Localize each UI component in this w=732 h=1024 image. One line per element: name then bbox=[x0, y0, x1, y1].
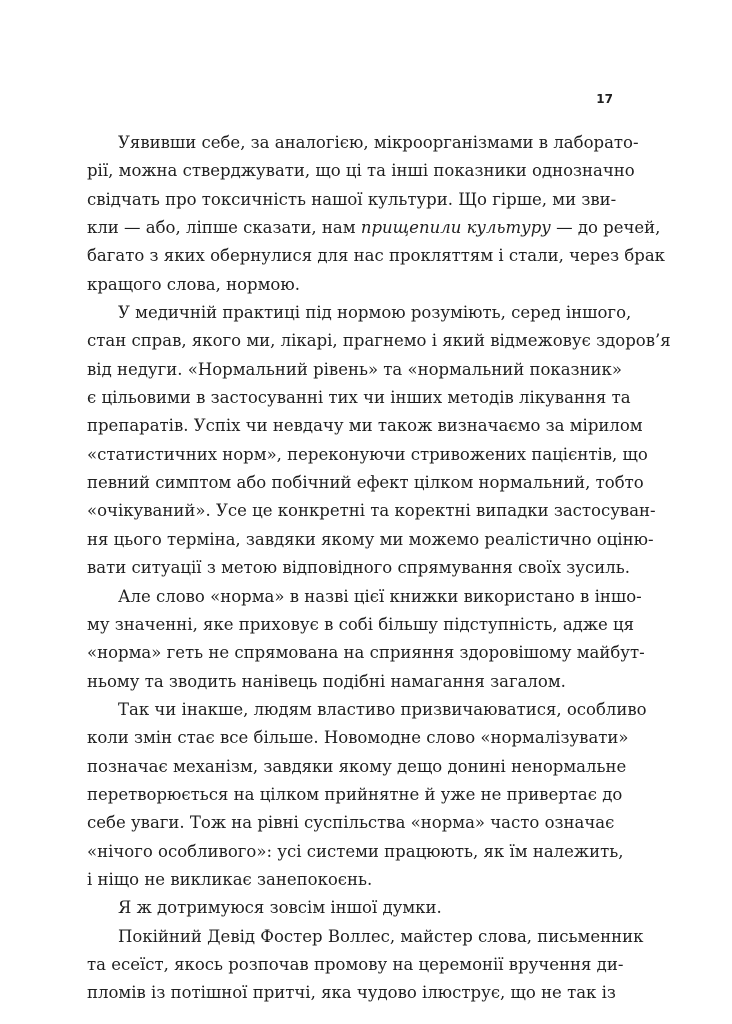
text-line: коли змін стає все більше. Новомодне слово «нормалізувати» bbox=[87, 728, 629, 748]
paragraph-3 bbox=[87, 583, 645, 696]
body-text bbox=[87, 129, 671, 1008]
text-line: є цільовими в застосуванні тих чи інших методів лікування та bbox=[87, 388, 631, 408]
text-segment: — до речей, bbox=[550, 218, 661, 238]
paragraph-1 bbox=[87, 129, 665, 299]
text-line: препаратів. Успіх чи невдачу ми також визначаємо за мірилом bbox=[87, 416, 643, 436]
text-line: Так чи інакше, людям властиво призвичаюватися, особливо bbox=[118, 699, 647, 719]
text-line: ня цього терміна, завдяки якому ми можемо реалістично оціню- bbox=[87, 529, 654, 549]
text-line: і ніщо не викликає занепокоєнь. bbox=[87, 869, 373, 889]
text-line: «статистичних норм», переконуючи стривожених пацієнтів, що bbox=[87, 444, 648, 464]
text-line: «очікуваний». Усе це конкретні та коректні випадки застосуван- bbox=[87, 501, 656, 521]
text-line: ньому та зводить нанівець подібні намагання загалом. bbox=[87, 671, 566, 691]
text-line: «норма» геть не спрямована на сприяння здоровішому майбут- bbox=[87, 643, 645, 663]
text-line: кращого слова, нормою. bbox=[87, 274, 300, 294]
paragraph-6 bbox=[87, 923, 644, 1008]
text-line bbox=[87, 214, 661, 242]
text-line: Покійний Девід Фостер Воллес, майстер слова, письменник bbox=[118, 926, 644, 946]
paragraph-4 bbox=[87, 696, 647, 894]
text-line: рії, можна стверджувати, що ці та інші показники однозначно bbox=[87, 161, 635, 181]
text-line: пломів із потішної притчі, яка чудово ілюструє, що не так із bbox=[87, 983, 616, 1003]
text-line: свідчать про токсичність нашої культури. Що гірше, ми зви- bbox=[87, 189, 617, 209]
text-line: від недуги. «Нормальний рівень» та «нормальний показник» bbox=[87, 359, 622, 379]
paragraph-2 bbox=[87, 299, 671, 582]
text-line: му значенні, яке приховує в собі більшу підступність, адже ця bbox=[87, 614, 635, 634]
italic-phrase: прищепили культуру bbox=[360, 218, 551, 238]
page-number: 17 bbox=[596, 92, 613, 106]
text-segment: кли — або, ліпше сказати, нам bbox=[87, 218, 361, 238]
text-line: стан справ, якого ми, лікарі, прагнемо і який відмежовує здоров’я bbox=[87, 331, 671, 351]
text-line: «нічого особливого»: усі системи працюють, як їм належить, bbox=[87, 841, 624, 861]
text-line: Я ж дотримуюся зовсім іншої думки. bbox=[118, 898, 442, 918]
text-line: та есеїст, якось розпочав промову на церемонії вручення ди- bbox=[87, 954, 624, 974]
text-line: У медичній практиці під нормою розуміють, серед іншого, bbox=[118, 303, 632, 323]
text-line: себе уваги. Тож на рівні суспільства «норма» часто означає bbox=[87, 813, 615, 833]
text-line: перетворюється на цілком прийнятне й уже не привертає до bbox=[87, 784, 623, 804]
text-line: певний симптом або побічний ефект цілком нормальний, тобто bbox=[87, 473, 644, 493]
text-line: позначає механізм, завдяки якому дещо донині ненормальне bbox=[87, 756, 627, 776]
text-line: багато з яких обернулися для нас прокляттям і стали, через брак bbox=[87, 246, 665, 266]
text-line: вати ситуації з метою відповідного спрямування своїх зусиль. bbox=[87, 558, 630, 578]
text-line: Але слово «норма» в назві цієї книжки використано в іншо- bbox=[118, 586, 642, 606]
paragraph-5 bbox=[87, 894, 614, 922]
text-line: Уявивши себе, за аналогією, мікроорганізмами в лаборато- bbox=[118, 133, 639, 152]
